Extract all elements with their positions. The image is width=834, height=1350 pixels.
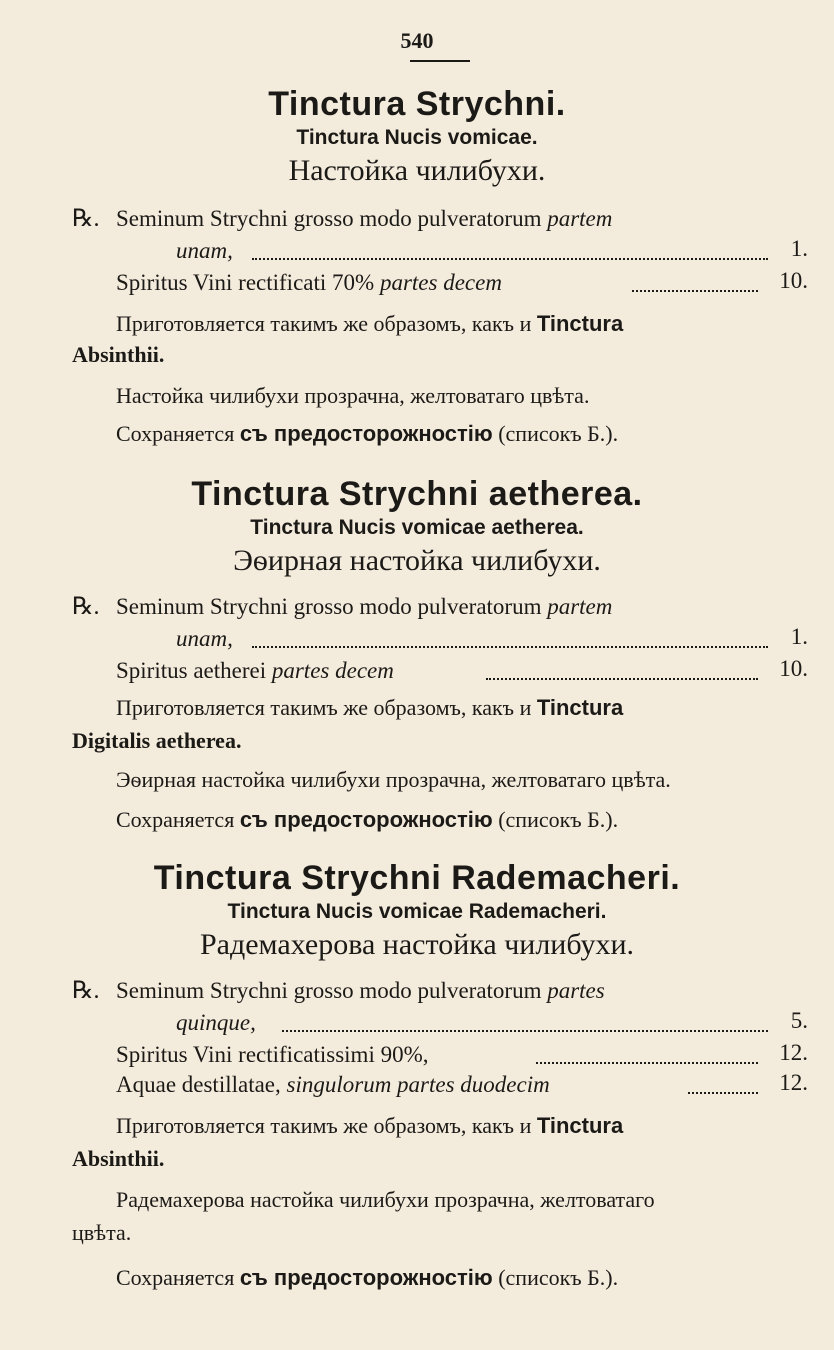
preparation-reference-cont: Absinthii. [72, 342, 165, 367]
preparation-paragraph [116, 692, 810, 724]
section-title: Tinctura Strychni. [268, 85, 566, 123]
ingredient-name: Spiritus Vini rectificatissimi 90%, [116, 1042, 429, 1067]
ingredient-quantity: 12. [779, 1040, 808, 1065]
storage-emphasis: съ предосторожностію [239, 421, 493, 446]
rx-symbol: ℞. [72, 206, 100, 232]
description-paragraph-cont: цвѣта. [72, 1220, 132, 1245]
section-synonym: Tinctura Nucis vomicae aetherea. [250, 516, 584, 539]
ingredient-quantity: 1. [790, 624, 808, 649]
section-tinctura-strychni [0, 84, 834, 190]
dot-leader [486, 678, 758, 680]
description-paragraph: Эѳирная настойка чилибухи прозрачна, желтоватаго цвѣта. [116, 767, 671, 792]
ingredient-amount: partes decem [271, 658, 394, 683]
dot-leader [252, 258, 768, 260]
preparation-text: Приготовляется такимъ же образомъ, какъ и [116, 1113, 532, 1138]
ingredient-name: Spiritus aetherei [116, 658, 267, 683]
section-russian-title: Эѳирная настойка чилибухи. [233, 544, 601, 577]
description-paragraph: Настойка чилибухи прозрачна, желтоватаго цвѣта. [116, 383, 590, 408]
storage-text: Сохраняется [116, 421, 235, 446]
ingredient-quantity: 1. [790, 236, 808, 261]
ingredient-continuation: quinque, [176, 1010, 256, 1035]
dot-leader [252, 646, 768, 648]
dot-leader [536, 1062, 758, 1064]
rx-symbol: ℞. [72, 978, 100, 1004]
section-tinctura-strychni-rademacheri [0, 858, 834, 964]
preparation-reference: Tinctura [536, 1113, 624, 1138]
preparation-paragraph [116, 1110, 810, 1142]
storage-paragraph [116, 804, 810, 836]
dot-leader [632, 290, 758, 292]
storage-list: (списокъ Б.). [498, 807, 619, 832]
rx-symbol: ℞. [72, 594, 100, 620]
preparation-reference: Tinctura [536, 695, 624, 720]
preparation-text: Приготовляется такимъ же образомъ, какъ и [116, 695, 532, 720]
section-synonym: Tinctura Nucis vomicae. [296, 126, 538, 149]
ingredient-amount: singulorum partes duodecim [286, 1072, 550, 1097]
ingredient-name: Spiritus Vini rectificati 70% [116, 270, 375, 295]
storage-paragraph [116, 1262, 810, 1294]
section-russian-title: Настойка чилибухи. [288, 154, 546, 187]
ingredient-name: Seminum Strychni grosso modo pulveratorum [116, 206, 542, 231]
ingredient-quantity: 12. [779, 1070, 808, 1095]
ingredient-quantity: 5. [790, 1008, 808, 1033]
preparation-reference: Tinctura [536, 311, 624, 336]
ingredient-name: Seminum Strychni grosso modo pulveratorum [116, 978, 542, 1003]
ingredient-line [116, 1040, 429, 1070]
storage-text: Сохраняется [116, 1265, 235, 1290]
ingredient-name: Aquae destillatae, [116, 1072, 281, 1097]
section-title: Tinctura Strychni aetherea. [191, 475, 643, 513]
ingredient-line [116, 592, 612, 622]
preparation-paragraph [116, 308, 810, 340]
page-number: 540 [400, 28, 434, 53]
ingredient-line [116, 976, 605, 1006]
ingredient-quantity: 10. [779, 656, 808, 681]
preparation-reference-cont: Absinthii. [72, 1146, 165, 1171]
storage-list: (списокъ Б.). [498, 1265, 619, 1290]
storage-text: Сохраняется [116, 807, 235, 832]
ingredient-line [116, 268, 502, 298]
preparation-text: Приготовляется такимъ же образомъ, какъ и [116, 311, 532, 336]
ingredient-line [116, 656, 394, 686]
ingredient-continuation: unam, [176, 626, 233, 651]
description-paragraph: Радемахерова настойка чилибухи прозрачна, желтоватаго [116, 1187, 655, 1212]
storage-emphasis: съ предосторожностію [239, 1265, 493, 1290]
section-title: Tinctura Strychni Rademacheri. [153, 859, 681, 897]
section-tinctura-strychni-aetherea [0, 474, 834, 580]
storage-paragraph [116, 418, 810, 450]
dot-leader [688, 1092, 758, 1094]
ingredient-amount: partes [547, 978, 605, 1003]
preparation-reference-cont: Digitalis aetherea. [72, 728, 242, 753]
section-russian-title: Радемахерова настойка чилибухи. [199, 928, 635, 961]
page-number-rule [410, 60, 470, 62]
ingredient-line [116, 204, 612, 234]
ingredient-amount: partes decem [379, 270, 502, 295]
ingredient-quantity: 10. [779, 268, 808, 293]
storage-list: (списокъ Б.). [498, 421, 619, 446]
ingredient-line [116, 1070, 550, 1100]
ingredient-amount: partem [547, 594, 613, 619]
ingredient-name: Seminum Strychni grosso modo pulveratorum [116, 594, 542, 619]
section-synonym: Tinctura Nucis vomicae Rademacheri. [227, 900, 607, 923]
ingredient-amount: partem [547, 206, 613, 231]
storage-emphasis: съ предосторожностію [239, 807, 493, 832]
dot-leader [282, 1030, 768, 1032]
ingredient-continuation: unam, [176, 238, 233, 263]
